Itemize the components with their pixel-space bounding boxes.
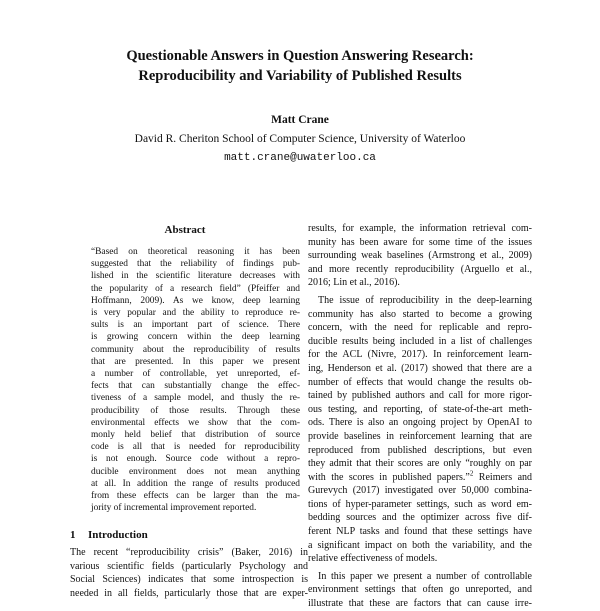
text-line: producibility of those results. Through these (91, 405, 300, 416)
text-line: various scientific fields (particularly Psychology and (70, 560, 308, 572)
text-line: Social Sciences) indicates that some introspection is (70, 574, 308, 586)
author-name: Matt Crane (271, 114, 329, 126)
text-line: environmental effects we show that the com- (91, 417, 300, 428)
text-line: ducible results being included in a list of challenges (308, 335, 532, 347)
text-line: monly held belief that distribution of source (91, 430, 300, 441)
footnote-line-tail: Reimers and (473, 471, 533, 483)
text-line: at all. In addition the range of results produced (91, 478, 300, 489)
text-line: ods. There is also an ongoing project by OpenAI to (308, 417, 532, 429)
text-line: they admit that their scores are only “roughly on par (308, 458, 532, 470)
text-line: Gurevych (2017) investigated over 50,000 combina- (308, 485, 532, 497)
text-line: and more recently reproducibility (Arguello et al., (308, 263, 532, 275)
text-line: lished in the scientific literature decreases with (91, 271, 300, 282)
text-line: fects that can substantially change the effec- (91, 381, 300, 392)
text-line: from these effects can be larger than the ma- (91, 491, 300, 502)
text-line: a significant impact on both the variability, and the (308, 539, 532, 551)
text-line: for the ACL (Nivre, 2017). In reinforcement learn- (308, 349, 532, 361)
footnote-marker: 2 (469, 469, 474, 478)
text-line: The issue of reproducibility in the deep-learning (318, 294, 532, 306)
text-line: surrounding weak baselines (Armstrong et al., 2009) (308, 250, 532, 262)
abstract-heading: Abstract (164, 224, 206, 236)
text-line: needed in all fields, particularly those that are exper- (70, 587, 308, 599)
text-line: sults is an important part of science. There (91, 320, 300, 331)
text-line: The recent “reproducibility crisis” (Baker, 2016) in (70, 547, 308, 558)
paragraph (308, 570, 532, 611)
section-heading-introduction (70, 529, 310, 541)
text-line: Hoffmann, 2009). As we know, deep learning (91, 295, 300, 306)
text-line: “Based on theoretical reasoning it has been (91, 247, 300, 257)
text-line: tiveness of a sample model, and thusly the re- (91, 393, 300, 404)
author-affiliation: David R. Cheriton School of Computer Science, University of Waterloo (134, 133, 466, 145)
text-line: bedding sources and the optimizer across five dif- (308, 512, 532, 524)
footnote-line-text: with the scores in published papers.” (308, 471, 470, 483)
paragraph (308, 484, 532, 566)
text-line: the popularity of a research field” (Pfeiffer and (91, 283, 300, 294)
text-line: relative effectiveness of models. (308, 553, 438, 565)
text-line: ducible environment does not mean anything (91, 466, 300, 477)
text-line: reproduced from published descriptions, but even (308, 444, 532, 456)
section-title: Introduction (88, 529, 148, 541)
text-line: that are presented. In this paper we present (91, 356, 300, 367)
text-line: illustrate that these are factors that can cause irre- (308, 598, 532, 610)
text-line: jority of incremental improvement reported. (91, 503, 257, 514)
text-line: tained by published authors and call for more rigor- (308, 390, 532, 402)
text-line: ing, Henderson et al. (2017) showed that there are a (308, 362, 532, 374)
text-line: a number of controllable, yet unreported, ef- (91, 369, 300, 380)
introduction-body (70, 546, 308, 600)
paragraph (308, 294, 532, 471)
text-line: provide baselines in reinforcement learning that are (308, 430, 532, 442)
text-line: environment settings that often go unreported, and (308, 584, 532, 596)
text-line: results, for example, the information retrieval com- (308, 223, 532, 234)
section-number: 1 (70, 529, 76, 541)
text-line: suggested that the reliability of findings pub- (91, 259, 300, 270)
text-line: munity has been aware for some time of the issues (308, 236, 532, 248)
text-line: concern, with the need for replicable and repro- (308, 322, 532, 334)
right-column (308, 222, 532, 611)
text-line: community has also started to become a growing (308, 308, 532, 320)
text-line: number of effects that would change the results ob- (308, 376, 532, 388)
paper-title (0, 46, 600, 86)
text-line: is very popular and the ability to reproduce re- (91, 308, 300, 319)
title-line-1: Questionable Answers in Question Answering Research: (126, 48, 474, 64)
title-line-2: Reproducibility and Variability of Published Results (138, 68, 462, 84)
text-line: code is all that is needed for reproducibility (91, 442, 300, 453)
text-line: tions of hyper-parameter settings, such as word em- (308, 498, 532, 510)
text-line: is growing concern within the deep learning (91, 332, 300, 343)
text-line: ferent NLP tasks and found that these settings have (308, 526, 532, 538)
text-line-with-footnote (308, 471, 532, 485)
text-line: community about the reproducibility of results (91, 344, 300, 355)
text-line: is not enough. Source code without a repro- (91, 454, 300, 465)
abstract-body (91, 246, 300, 514)
text-line: ous testing, and reporting, of state-of-the-art meth- (308, 403, 532, 415)
author-email: matt.crane@uwaterloo.ca (224, 152, 376, 164)
paragraph (308, 222, 532, 290)
text-line: 2016; Lin et al., 2016). (308, 277, 400, 289)
text-line: In this paper we present a number of controllable (318, 570, 532, 582)
